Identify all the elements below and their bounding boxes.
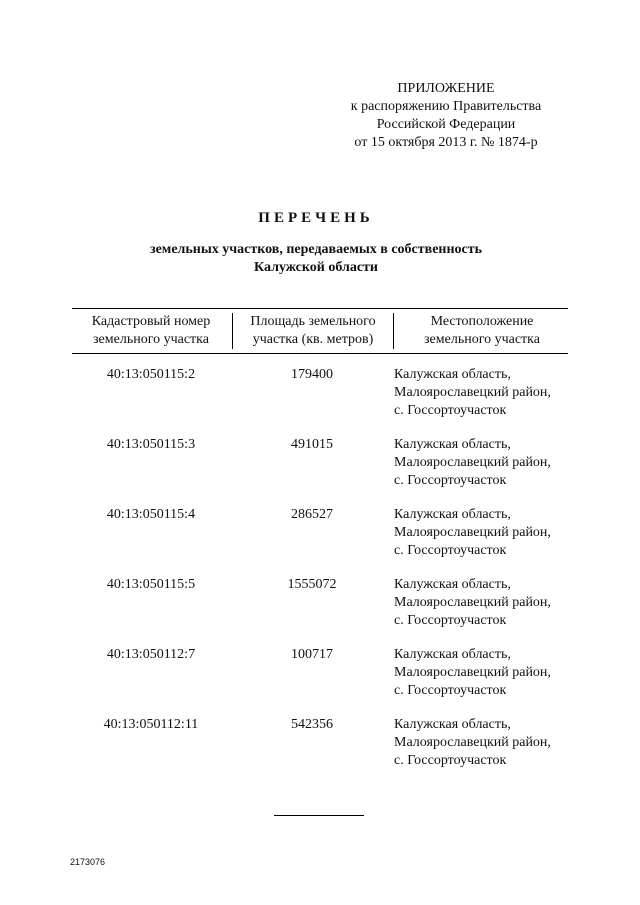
document-number: 2173076: [70, 857, 106, 867]
cadastral-number: 40:13:050115:2: [106, 367, 196, 382]
location-line-1: Калужская область,: [394, 437, 511, 452]
plot-area: 179400: [291, 367, 333, 382]
plot-location: [394, 436, 568, 506]
cadastral-number: 40:13:050115:4: [106, 507, 196, 522]
table-row: [72, 716, 568, 786]
plot-area: 542356: [291, 717, 333, 732]
appendix-line-1: к распоряжению Правительства: [350, 99, 542, 114]
plot-location: [394, 576, 568, 646]
location-line-2: Малоярославецкий район,: [394, 665, 551, 680]
plot-location: [394, 506, 568, 576]
appendix-title: ПРИЛОЖЕНИЕ: [397, 81, 495, 96]
table-header-rule: [72, 353, 568, 354]
table-header-row: [72, 309, 568, 353]
subheading-line-2: Калужской области: [254, 260, 378, 275]
location-line-3: с. Госсортоучасток: [394, 683, 507, 698]
location-line-2: Малоярославецкий район,: [394, 595, 551, 610]
appendix-line-2: Российской Федерации: [376, 117, 516, 132]
header-cadastral-line-2: земельного участка: [93, 332, 209, 347]
document-heading: ПЕРЕЧЕНЬ: [258, 210, 374, 226]
location-line-1: Калужская область,: [394, 367, 511, 382]
header-location-line-1: Местоположение: [430, 314, 534, 329]
location-line-1: Калужская область,: [394, 577, 511, 592]
cadastral-number: 40:13:050115:5: [106, 577, 196, 592]
end-of-document-rule: [274, 815, 364, 816]
header-location: [396, 313, 568, 349]
table-row: [72, 366, 568, 436]
location-line-3: с. Госсортоучасток: [394, 473, 507, 488]
location-line-1: Калужская область,: [394, 717, 511, 732]
plot-area: 491015: [291, 437, 333, 452]
header-area-line-1: Площадь земельного: [250, 314, 376, 329]
location-line-3: с. Госсортоучасток: [394, 403, 507, 418]
location-line-1: Калужская область,: [394, 507, 511, 522]
table-rows: [72, 366, 568, 786]
header-location-line-2: земельного участка: [424, 332, 540, 347]
location-line-3: с. Госсортоучасток: [394, 753, 507, 768]
location-line-3: с. Госсортоучасток: [394, 613, 507, 628]
table-row: [72, 506, 568, 576]
header-area-line-2: участка (кв. метров): [252, 332, 374, 347]
header-area: [232, 313, 394, 349]
location-line-2: Малоярославецкий район,: [394, 385, 551, 400]
table-row: [72, 576, 568, 646]
appendix-block: [330, 80, 562, 152]
cadastral-number: 40:13:050112:7: [106, 647, 196, 662]
plot-area: 286527: [291, 507, 333, 522]
location-line-3: с. Госсортоучасток: [394, 543, 507, 558]
plot-location: [394, 366, 568, 436]
title-block: [60, 210, 572, 277]
header-cadastral: [72, 313, 230, 349]
header-cadastral-line-1: Кадастровый номер: [91, 314, 211, 329]
land-plots-table: [72, 308, 568, 786]
cadastral-number: 40:13:050112:11: [103, 717, 199, 732]
location-line-2: Малоярославецкий район,: [394, 525, 551, 540]
location-line-1: Калужская область,: [394, 647, 511, 662]
cadastral-number: 40:13:050115:3: [106, 437, 196, 452]
plot-area: 100717: [291, 647, 333, 662]
location-line-2: Малоярославецкий район,: [394, 455, 551, 470]
subheading-line-1: земельных участков, передаваемых в собственность: [149, 242, 483, 257]
plot-area: 1555072: [287, 577, 337, 592]
plot-location: [394, 646, 568, 716]
appendix-line-3: от 15 октября 2013 г. № 1874-р: [354, 135, 538, 150]
plot-location: [394, 716, 568, 786]
location-line-2: Малоярославецкий район,: [394, 735, 551, 750]
table-row: [72, 646, 568, 716]
table-row: [72, 436, 568, 506]
